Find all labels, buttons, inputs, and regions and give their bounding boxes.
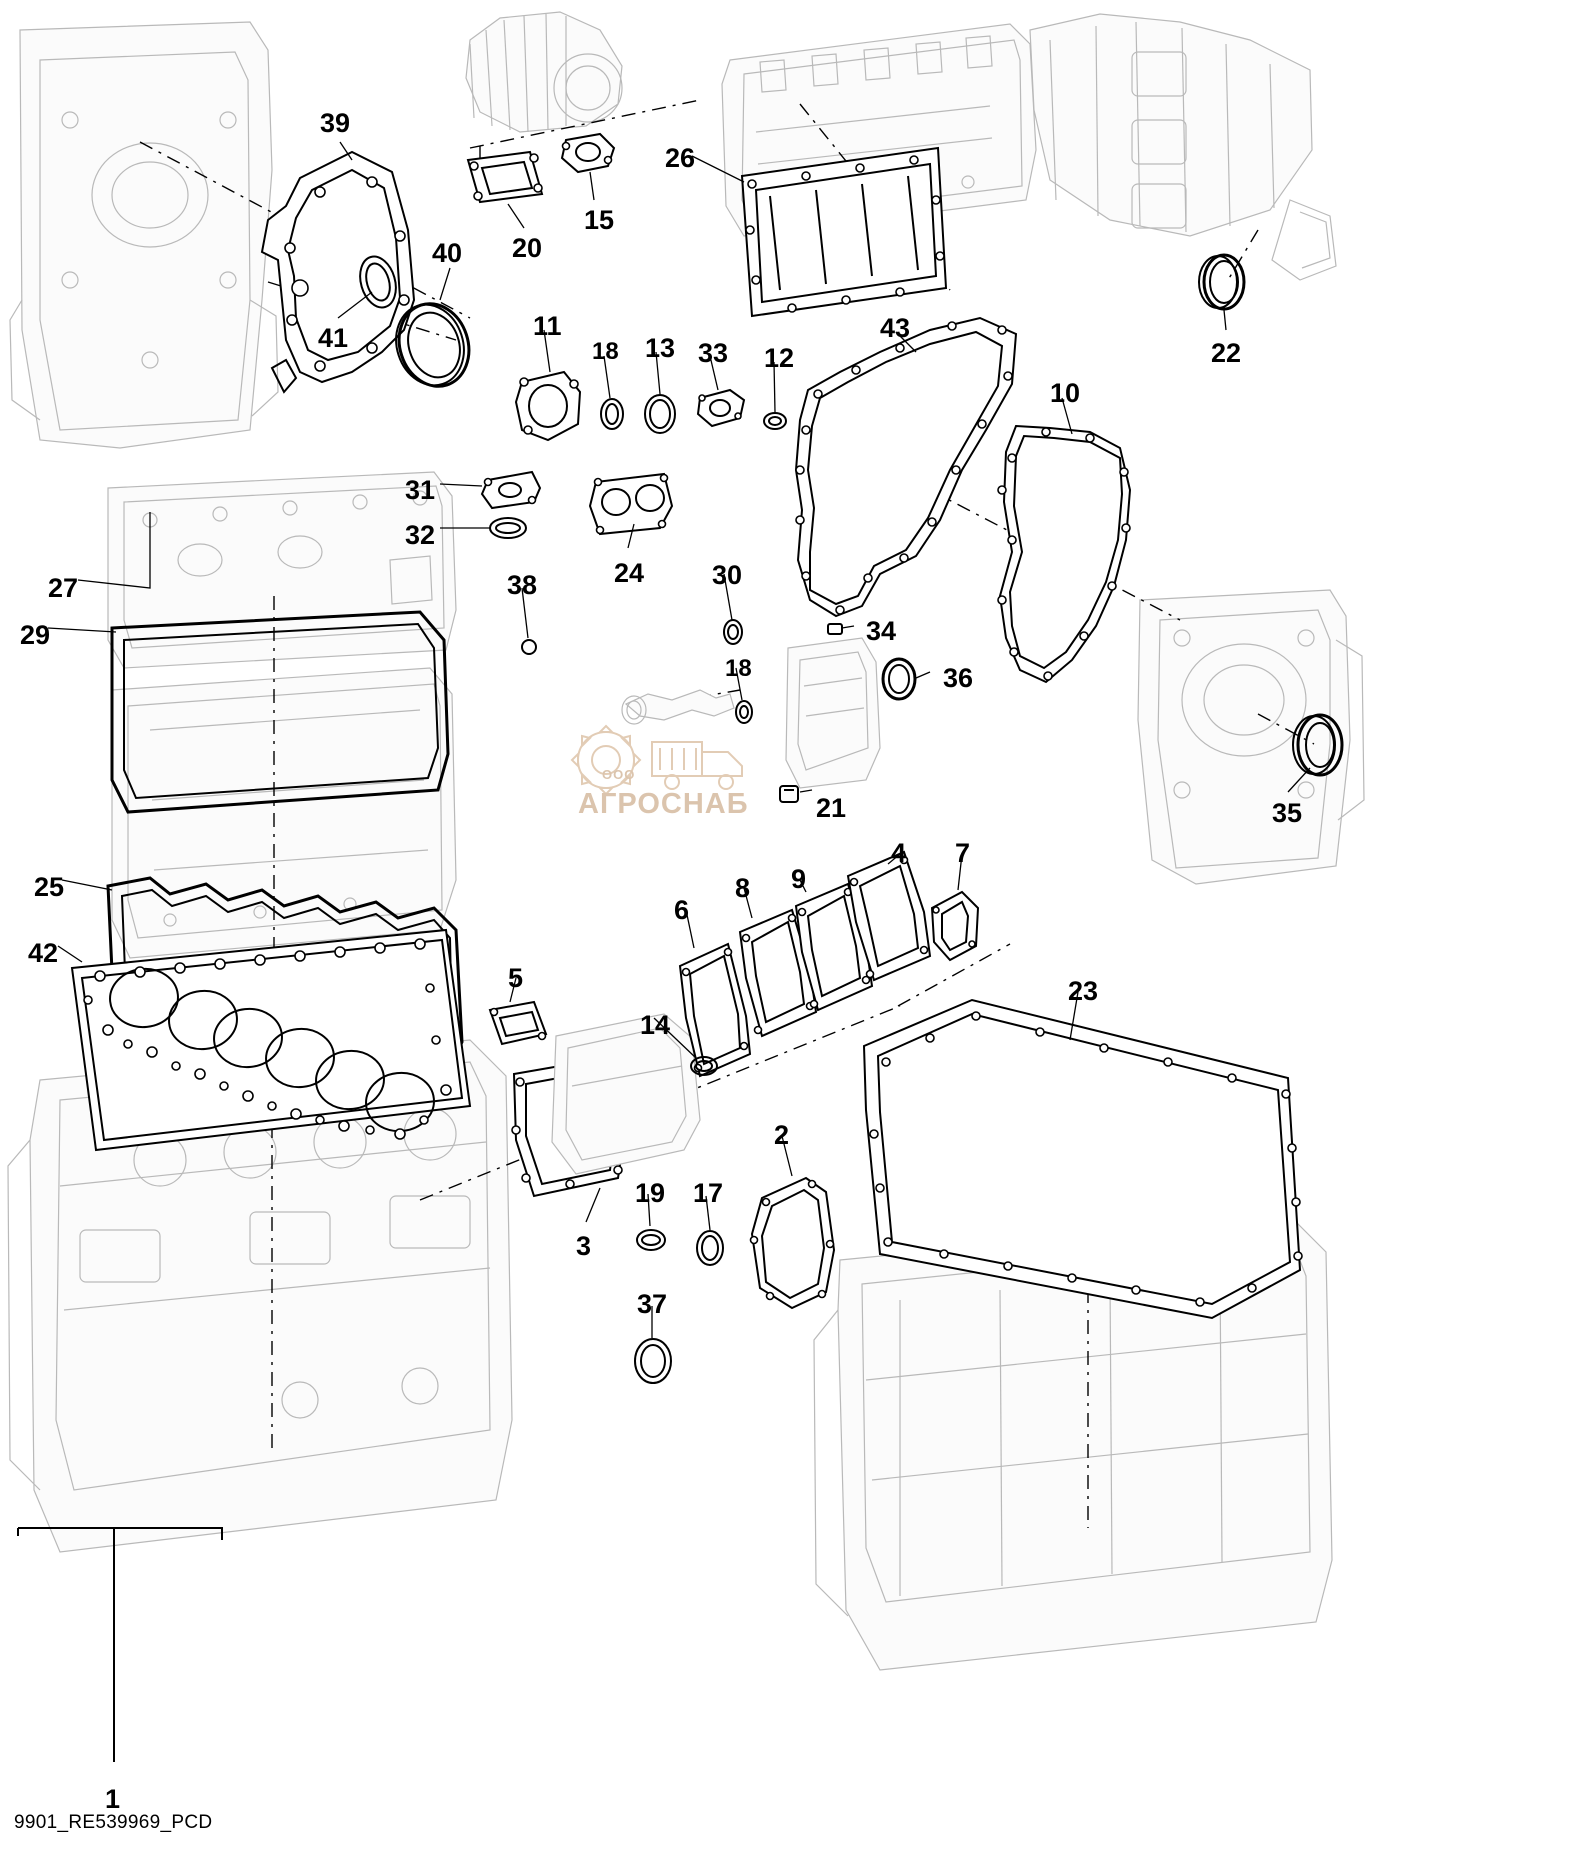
part-30-o-ring [724, 620, 742, 644]
callout-40: 40 [432, 238, 463, 268]
callout-23: 23 [1068, 976, 1099, 1006]
callout-8: 8 [735, 873, 751, 903]
part-12-o-ring [764, 413, 786, 429]
callout-14: 14 [640, 1010, 671, 1040]
part-1-kit-bracket [18, 1528, 222, 1762]
ghost-front-housing [10, 22, 278, 448]
callout-5: 5 [508, 963, 524, 993]
part-10-gear-cover-gasket [998, 426, 1130, 682]
part-34-plug [828, 624, 842, 634]
part-20-turbo-gasket [468, 152, 542, 202]
part-39-front-cover-gasket [262, 152, 414, 392]
callout-17: 17 [693, 1178, 724, 1208]
part-15-oil-drain-gasket [562, 134, 614, 172]
part-21-plug [780, 786, 798, 802]
callout-38: 38 [507, 570, 538, 600]
callout-22: 22 [1211, 338, 1242, 368]
callout-20: 20 [512, 233, 543, 263]
callout-18-lower: 18 [725, 655, 752, 682]
ghost-tube-fitting [622, 690, 734, 724]
ghost-oil-cooler [552, 1010, 700, 1174]
callout-19: 19 [635, 1178, 666, 1208]
ghost-intake-manifold [112, 668, 456, 958]
callout-7: 7 [955, 838, 971, 868]
callout-33: 33 [698, 338, 729, 368]
ghost-oil-filter-housing [786, 638, 880, 788]
callout-41: 41 [318, 323, 349, 353]
part-26-intake-gasket [742, 148, 946, 316]
watermark-org-form: ООО [602, 767, 636, 782]
callout-13: 13 [645, 333, 676, 363]
callout-6: 6 [674, 895, 690, 925]
callout-24: 24 [614, 558, 645, 588]
callout-1: 1 [105, 1784, 121, 1814]
part-11-thermostat-gasket [516, 372, 580, 440]
callout-43: 43 [880, 313, 911, 343]
drawing-number: 9901_RE539969_PCD [14, 1812, 213, 1833]
part-2-rear-cover-gasket [751, 1178, 835, 1308]
callout-3: 3 [576, 1231, 592, 1261]
part-31-oblong-gasket [482, 472, 540, 508]
callout-29: 29 [20, 620, 51, 650]
ghost-turbocharger [466, 12, 622, 132]
callout-27: 27 [48, 573, 79, 603]
part-37-o-ring [635, 1339, 671, 1383]
part-32-o-ring [490, 518, 526, 538]
ghost-exhaust-manifold [1030, 14, 1336, 280]
callout-21: 21 [816, 793, 847, 823]
part-18-o-ring-upper [601, 399, 623, 429]
part-18-o-ring-lower [736, 701, 752, 723]
callout-31: 31 [405, 475, 436, 505]
part-19-o-ring [637, 1230, 665, 1250]
callout-25: 25 [34, 872, 65, 902]
callout-36: 36 [943, 663, 974, 693]
part-13-o-ring [645, 395, 675, 433]
watermark-company: АГРОСНАБ [578, 788, 749, 820]
part-36-o-ring [883, 659, 915, 699]
callout-15: 15 [584, 205, 615, 235]
callout-18-upper: 18 [592, 338, 619, 365]
part-43-gear-cover-gasket [796, 318, 1016, 616]
part-22-seal-ring [1199, 255, 1244, 309]
callout-10: 10 [1050, 378, 1081, 408]
part-33-small-gasket [698, 390, 744, 426]
callout-32: 32 [405, 520, 436, 550]
callout-26: 26 [665, 143, 696, 173]
callout-30: 30 [712, 560, 743, 590]
callout-35: 35 [1272, 798, 1303, 828]
part-17-o-ring [697, 1231, 723, 1265]
callout-42: 42 [28, 938, 59, 968]
callout-37: 37 [637, 1289, 668, 1319]
callout-11: 11 [533, 311, 562, 341]
callout-39: 39 [320, 108, 351, 138]
part-5-small-gasket [490, 1002, 546, 1044]
callout-2: 2 [774, 1120, 790, 1150]
callout-9: 9 [791, 864, 807, 894]
callout-12: 12 [764, 343, 795, 373]
callout-4: 4 [891, 838, 907, 868]
part-24-flange-gasket [590, 474, 672, 534]
ghost-rear-housing [1138, 590, 1364, 884]
part-38-plug [522, 640, 536, 654]
part-7-bracket-gasket [932, 892, 978, 960]
callout-34: 34 [866, 616, 897, 646]
